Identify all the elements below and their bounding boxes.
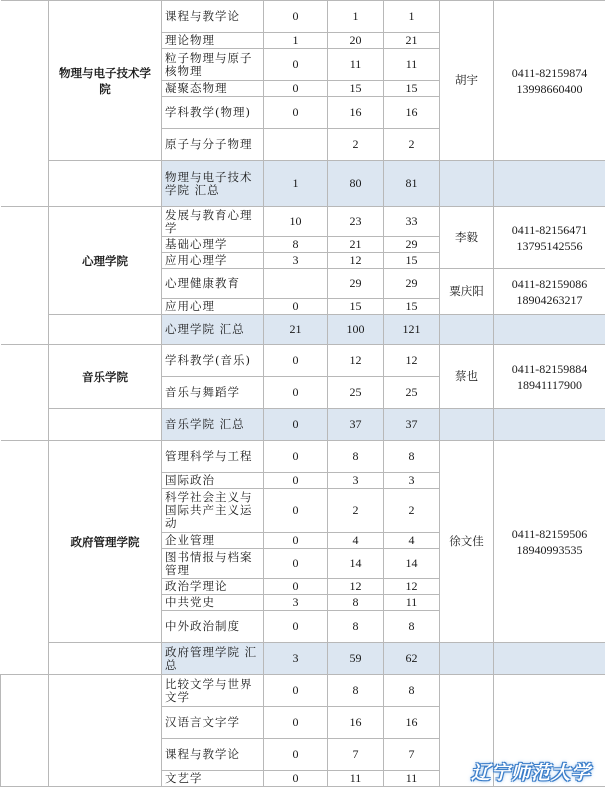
count-b: 1 bbox=[328, 1, 384, 33]
phone-mobile: 18904263217 bbox=[516, 292, 583, 307]
college-name: 物理与电子技术学院 bbox=[49, 1, 162, 161]
major-name: 汉语言文字学 bbox=[162, 707, 264, 739]
summary-count-total: 62 bbox=[384, 643, 440, 675]
major-name: 理论物理 bbox=[162, 33, 264, 49]
count-total: 2 bbox=[384, 489, 440, 533]
count-b: 8 bbox=[328, 441, 384, 473]
university-watermark: 辽宁师范大学 bbox=[470, 762, 591, 784]
count-a bbox=[264, 269, 328, 299]
count-b: 29 bbox=[328, 269, 384, 299]
college-name: 政府管理学院 bbox=[49, 441, 162, 643]
count-total: 16 bbox=[384, 707, 440, 739]
count-a: 0 bbox=[264, 579, 328, 595]
count-b: 11 bbox=[328, 771, 384, 787]
count-b: 2 bbox=[328, 489, 384, 533]
count-total: 3 bbox=[384, 473, 440, 489]
blank-cell bbox=[494, 643, 605, 675]
count-a: 0 bbox=[264, 1, 328, 33]
major-name: 学科教学(物理) bbox=[162, 97, 264, 129]
phone-landline: 0411-82156471 bbox=[511, 222, 588, 237]
phone-mobile: 18940993535 bbox=[516, 542, 583, 557]
summary-count-a: 1 bbox=[264, 161, 328, 207]
major-name: 图书情报与档案管理 bbox=[162, 549, 264, 579]
blank-cell bbox=[494, 409, 605, 441]
phone-landline: 0411-82159874 bbox=[511, 65, 588, 80]
count-total: 4 bbox=[384, 533, 440, 549]
count-b: 8 bbox=[328, 595, 384, 611]
count-a: 10 bbox=[264, 207, 328, 237]
count-a: 0 bbox=[264, 533, 328, 549]
summary-count-total: 37 bbox=[384, 409, 440, 441]
contact-person: 蔡也 bbox=[440, 345, 494, 409]
count-total: 8 bbox=[384, 611, 440, 643]
major-name: 管理科学与工程 bbox=[162, 441, 264, 473]
phone-mobile: 13998660400 bbox=[516, 81, 583, 96]
summary-count-a: 0 bbox=[264, 409, 328, 441]
count-b: 2 bbox=[328, 129, 384, 161]
count-b: 16 bbox=[328, 707, 384, 739]
count-a: 0 bbox=[264, 81, 328, 97]
table-row bbox=[1, 675, 605, 707]
summary-count-b: 59 bbox=[328, 643, 384, 675]
summary-label: 物理与电子技术学院 汇总 bbox=[162, 161, 264, 207]
major-name: 文艺学 bbox=[162, 771, 264, 787]
table-row bbox=[1, 1, 605, 33]
count-b: 14 bbox=[328, 549, 384, 579]
count-total: 12 bbox=[384, 345, 440, 377]
summary-count-b: 80 bbox=[328, 161, 384, 207]
count-b: 25 bbox=[328, 377, 384, 409]
blank-cell bbox=[494, 315, 605, 345]
count-a: 3 bbox=[264, 253, 328, 269]
major-name: 科学社会主义与国际共产主义运动 bbox=[162, 489, 264, 533]
phone-landline: 0411-82159086 bbox=[511, 276, 588, 291]
count-a: 1 bbox=[264, 33, 328, 49]
major-name: 课程与教学论 bbox=[162, 1, 264, 33]
major-name: 原子与分子物理 bbox=[162, 129, 264, 161]
college-name bbox=[49, 675, 162, 787]
count-total: 29 bbox=[384, 237, 440, 253]
summary-label: 政府管理学院 汇总 bbox=[162, 643, 264, 675]
count-a: 0 bbox=[264, 611, 328, 643]
major-name: 应用心理学 bbox=[162, 253, 264, 269]
phone-mobile: 18941117900 bbox=[516, 377, 583, 392]
count-b: 8 bbox=[328, 675, 384, 707]
outer-column-cell bbox=[1, 675, 49, 787]
count-b: 16 bbox=[328, 97, 384, 129]
outer-column-cell bbox=[1, 207, 49, 345]
major-name: 粒子物理与原子核物理 bbox=[162, 49, 264, 81]
count-total: 16 bbox=[384, 97, 440, 129]
count-total: 12 bbox=[384, 579, 440, 595]
blank-cell bbox=[49, 161, 162, 207]
count-a: 0 bbox=[264, 97, 328, 129]
blank-cell bbox=[440, 643, 494, 675]
count-a: 3 bbox=[264, 595, 328, 611]
count-b: 8 bbox=[328, 611, 384, 643]
contact-phone bbox=[494, 1, 605, 161]
count-total: 21 bbox=[384, 33, 440, 49]
major-name: 心理健康教育 bbox=[162, 269, 264, 299]
table-row bbox=[1, 441, 605, 473]
blank-cell bbox=[494, 161, 605, 207]
count-total: 8 bbox=[384, 441, 440, 473]
count-total: 15 bbox=[384, 81, 440, 97]
count-a: 0 bbox=[264, 771, 328, 787]
count-b: 7 bbox=[328, 739, 384, 771]
count-a: 0 bbox=[264, 473, 328, 489]
table-row bbox=[1, 345, 605, 377]
major-name: 基础心理学 bbox=[162, 237, 264, 253]
count-b: 4 bbox=[328, 533, 384, 549]
contact-phone bbox=[494, 441, 605, 643]
summary-row bbox=[1, 315, 605, 345]
college-name: 心理学院 bbox=[49, 207, 162, 315]
count-b: 15 bbox=[328, 81, 384, 97]
count-b: 11 bbox=[328, 49, 384, 81]
count-a: 0 bbox=[264, 345, 328, 377]
summary-label: 心理学院 汇总 bbox=[162, 315, 264, 345]
major-name: 政治学理论 bbox=[162, 579, 264, 595]
blank-cell bbox=[440, 315, 494, 345]
phone-landline: 0411-82159884 bbox=[511, 361, 588, 376]
count-total: 8 bbox=[384, 675, 440, 707]
summary-row bbox=[1, 161, 605, 207]
major-name: 课程与教学论 bbox=[162, 739, 264, 771]
count-total: 14 bbox=[384, 549, 440, 579]
major-name: 学科教学(音乐) bbox=[162, 345, 264, 377]
count-total: 2 bbox=[384, 129, 440, 161]
count-a: 0 bbox=[264, 489, 328, 533]
count-total: 11 bbox=[384, 595, 440, 611]
major-name: 中外政治制度 bbox=[162, 611, 264, 643]
outer-column-cell bbox=[1, 345, 49, 441]
summary-count-b: 37 bbox=[328, 409, 384, 441]
count-total: 33 bbox=[384, 207, 440, 237]
count-total: 29 bbox=[384, 269, 440, 299]
contact-person: 李毅 bbox=[440, 207, 494, 269]
contact-phone bbox=[494, 207, 605, 269]
count-a: 0 bbox=[264, 549, 328, 579]
contact-person: 胡宇 bbox=[440, 1, 494, 161]
count-a: 0 bbox=[264, 675, 328, 707]
blank-cell bbox=[49, 409, 162, 441]
phone-landline: 0411-82159506 bbox=[511, 526, 588, 541]
blank-cell bbox=[49, 643, 162, 675]
count-a: 0 bbox=[264, 707, 328, 739]
count-a: 0 bbox=[264, 377, 328, 409]
outer-column-cell bbox=[1, 1, 49, 207]
count-b: 12 bbox=[328, 345, 384, 377]
count-a: 0 bbox=[264, 739, 328, 771]
count-b: 23 bbox=[328, 207, 384, 237]
major-name: 比较文学与世界文学 bbox=[162, 675, 264, 707]
major-name: 应用心理 bbox=[162, 299, 264, 315]
major-name: 企业管理 bbox=[162, 533, 264, 549]
count-a: 0 bbox=[264, 49, 328, 81]
count-total: 25 bbox=[384, 377, 440, 409]
contact-phone bbox=[494, 345, 605, 409]
summary-count-total: 121 bbox=[384, 315, 440, 345]
count-b: 3 bbox=[328, 473, 384, 489]
major-name: 凝聚态物理 bbox=[162, 81, 264, 97]
blank-cell bbox=[440, 409, 494, 441]
outer-column-cell bbox=[1, 441, 49, 675]
count-b: 12 bbox=[328, 579, 384, 595]
summary-row bbox=[1, 643, 605, 675]
count-total: 15 bbox=[384, 253, 440, 269]
count-total: 11 bbox=[384, 49, 440, 81]
summary-label: 音乐学院 汇总 bbox=[162, 409, 264, 441]
major-name: 音乐与舞蹈学 bbox=[162, 377, 264, 409]
contact-phone bbox=[494, 269, 605, 315]
blank-cell bbox=[49, 315, 162, 345]
contact-person: 徐文佳 bbox=[440, 441, 494, 643]
summary-count-a: 21 bbox=[264, 315, 328, 345]
count-a: 8 bbox=[264, 237, 328, 253]
contact-person: 粟庆阳 bbox=[440, 269, 494, 315]
major-name: 发展与教育心理学 bbox=[162, 207, 264, 237]
count-a: 0 bbox=[264, 299, 328, 315]
count-total: 15 bbox=[384, 299, 440, 315]
blank-cell bbox=[440, 161, 494, 207]
count-a: 0 bbox=[264, 441, 328, 473]
table-row bbox=[1, 207, 605, 237]
major-name: 国际政治 bbox=[162, 473, 264, 489]
college-name: 音乐学院 bbox=[49, 345, 162, 409]
count-a bbox=[264, 129, 328, 161]
count-total: 11 bbox=[384, 771, 440, 787]
count-total: 1 bbox=[384, 1, 440, 33]
phone-mobile: 13795142556 bbox=[516, 238, 583, 253]
summary-count-a: 3 bbox=[264, 643, 328, 675]
count-b: 20 bbox=[328, 33, 384, 49]
count-b: 21 bbox=[328, 237, 384, 253]
summary-row bbox=[1, 409, 605, 441]
summary-count-total: 81 bbox=[384, 161, 440, 207]
major-name: 中共党史 bbox=[162, 595, 264, 611]
count-b: 12 bbox=[328, 253, 384, 269]
count-b: 15 bbox=[328, 299, 384, 315]
summary-count-b: 100 bbox=[328, 315, 384, 345]
count-total: 7 bbox=[384, 739, 440, 771]
